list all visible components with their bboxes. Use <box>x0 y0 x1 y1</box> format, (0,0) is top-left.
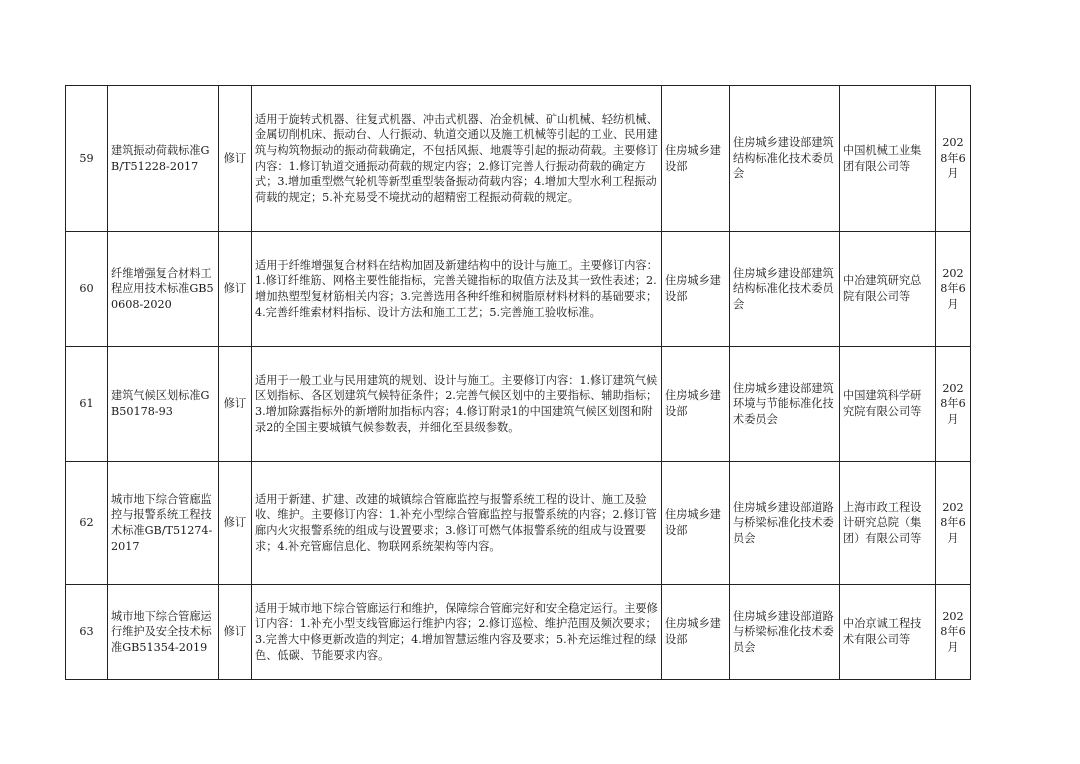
table-row <box>66 232 971 347</box>
table-row <box>66 585 971 680</box>
standard-name: 城市地下综合管廊监控与报警系统工程技术标准GB/T51274-2017 <box>108 462 219 585</box>
table-row <box>66 86 971 232</box>
revision-content: 适用于旋转式机器、往复式机器、冲击式机器、冶金机械、矿山机械、轻纺机械、金属切削机床、振动台、人行振动、轨道交通以及施工机械等引起的工业、民用建筑与构筑物振动的振动荷载确定，不包括风振、地震等引起的振动荷载。主要修订内容：1.修订轨道交通振动荷载的规定内容；2.修订完善人行振动荷载的确定方式；3.增加重型燃气轮机等新型重型装备振动荷载内容；4.增加大型水利工程振动荷载的规定；5.补充易受不境扰动的超精密工程振动荷载的规定。 <box>252 86 662 232</box>
standard-name: 建筑气候区划标准GB50178-93 <box>108 347 219 462</box>
competent-department: 住房城乡建设部 <box>662 347 730 462</box>
row-number: 62 <box>66 462 108 585</box>
technical-committee: 住房城乡建设部道路与桥梁标准化技术委员会 <box>730 585 840 680</box>
revision-content: 适用于城市地下综合管廊运行和维护，保障综合管廊完好和安全稳定运行。主要修订内容：1.补充小型支线管廊运行维护内容；2.修订巡检、维护范围及频次要求；3.完善大中修更新改造的判定；4.增加智慧运维内容及要求；5.补充运维过程的绿色、低碳、节能要求内容。 <box>252 585 662 680</box>
completion-date: 2028年6月 <box>936 462 971 585</box>
competent-department: 住房城乡建设部 <box>662 86 730 232</box>
revision-content: 适用于一般工业与民用建筑的规划、设计与施工。主要修订内容：1.修订建筑气候区划指标、各区划建筑气候特征条件；2.完善气候区划中的主要指标、辅助指标；3.增加除露指标外的新增附加指标内容；4.修订附录1的中国建筑气候区划图和附录2的全国主要城镇气候参数表，并细化至县级参数。 <box>252 347 662 462</box>
competent-department: 住房城乡建设部 <box>662 585 730 680</box>
drafting-unit: 上海市政工程设计研究总院（集团）有限公司等 <box>840 462 936 585</box>
row-number: 61 <box>66 347 108 462</box>
revision-content: 适用于新建、扩建、改建的城镇综合管廊监控与报警系统工程的设计、施工及验收、维护。主要修订内容：1.补充小型综合管廊监控与报警系统的内容；2.修订管廊内火灾报警系统的组成与设置要求；3.修订可燃气体报警系统的组成与设置要求；4.补充管廊信息化、物联网系统架构等内容。 <box>252 462 662 585</box>
completion-date: 2028年6月 <box>936 232 971 347</box>
technical-committee: 住房城乡建设部建筑结构标准化技术委员会 <box>730 86 840 232</box>
drafting-unit: 中国建筑科学研究院有限公司等 <box>840 347 936 462</box>
competent-department: 住房城乡建设部 <box>662 232 730 347</box>
table-row <box>66 347 971 462</box>
table-row <box>66 462 971 585</box>
standard-name: 纤维增强复合材料工程应用技术标准GB50608-2020 <box>108 232 219 347</box>
standards-table <box>65 85 971 680</box>
revision-type: 修订 <box>219 232 252 347</box>
revision-type: 修订 <box>219 86 252 232</box>
drafting-unit: 中冶建筑研究总院有限公司等 <box>840 232 936 347</box>
revision-type: 修订 <box>219 347 252 462</box>
row-number: 59 <box>66 86 108 232</box>
revision-content: 适用于纤维增强复合材料在结构加固及新建结构中的设计与施工。主要修订内容：1.修订纤维筋、网格主要性能指标，完善关键指标的取值方法及其一致性表述；2.增加热塑型复材筋相关内容；3.完善选用各种纤维和树脂原材料材料的基础要求；4.完善纤维索材料指标、设计方法和施工工艺；5.完善施工验收标准。 <box>252 232 662 347</box>
standard-name: 城市地下综合管廊运行维护及安全技术标准GB51354-2019 <box>108 585 219 680</box>
standard-name: 建筑振动荷载标准GB/T51228-2017 <box>108 86 219 232</box>
technical-committee: 住房城乡建设部道路与桥梁标准化技术委员会 <box>730 462 840 585</box>
completion-date: 2028年6月 <box>936 585 971 680</box>
technical-committee: 住房城乡建设部建筑结构标准化技术委员会 <box>730 232 840 347</box>
row-number: 63 <box>66 585 108 680</box>
revision-type: 修订 <box>219 462 252 585</box>
drafting-unit: 中冶京诚工程技术有限公司等 <box>840 585 936 680</box>
completion-date: 2028年6月 <box>936 86 971 232</box>
competent-department: 住房城乡建设部 <box>662 462 730 585</box>
revision-type: 修订 <box>219 585 252 680</box>
drafting-unit: 中国机械工业集团有限公司等 <box>840 86 936 232</box>
technical-committee: 住房城乡建设部建筑环境与节能标准化技术委员会 <box>730 347 840 462</box>
row-number: 60 <box>66 232 108 347</box>
completion-date: 2028年6月 <box>936 347 971 462</box>
